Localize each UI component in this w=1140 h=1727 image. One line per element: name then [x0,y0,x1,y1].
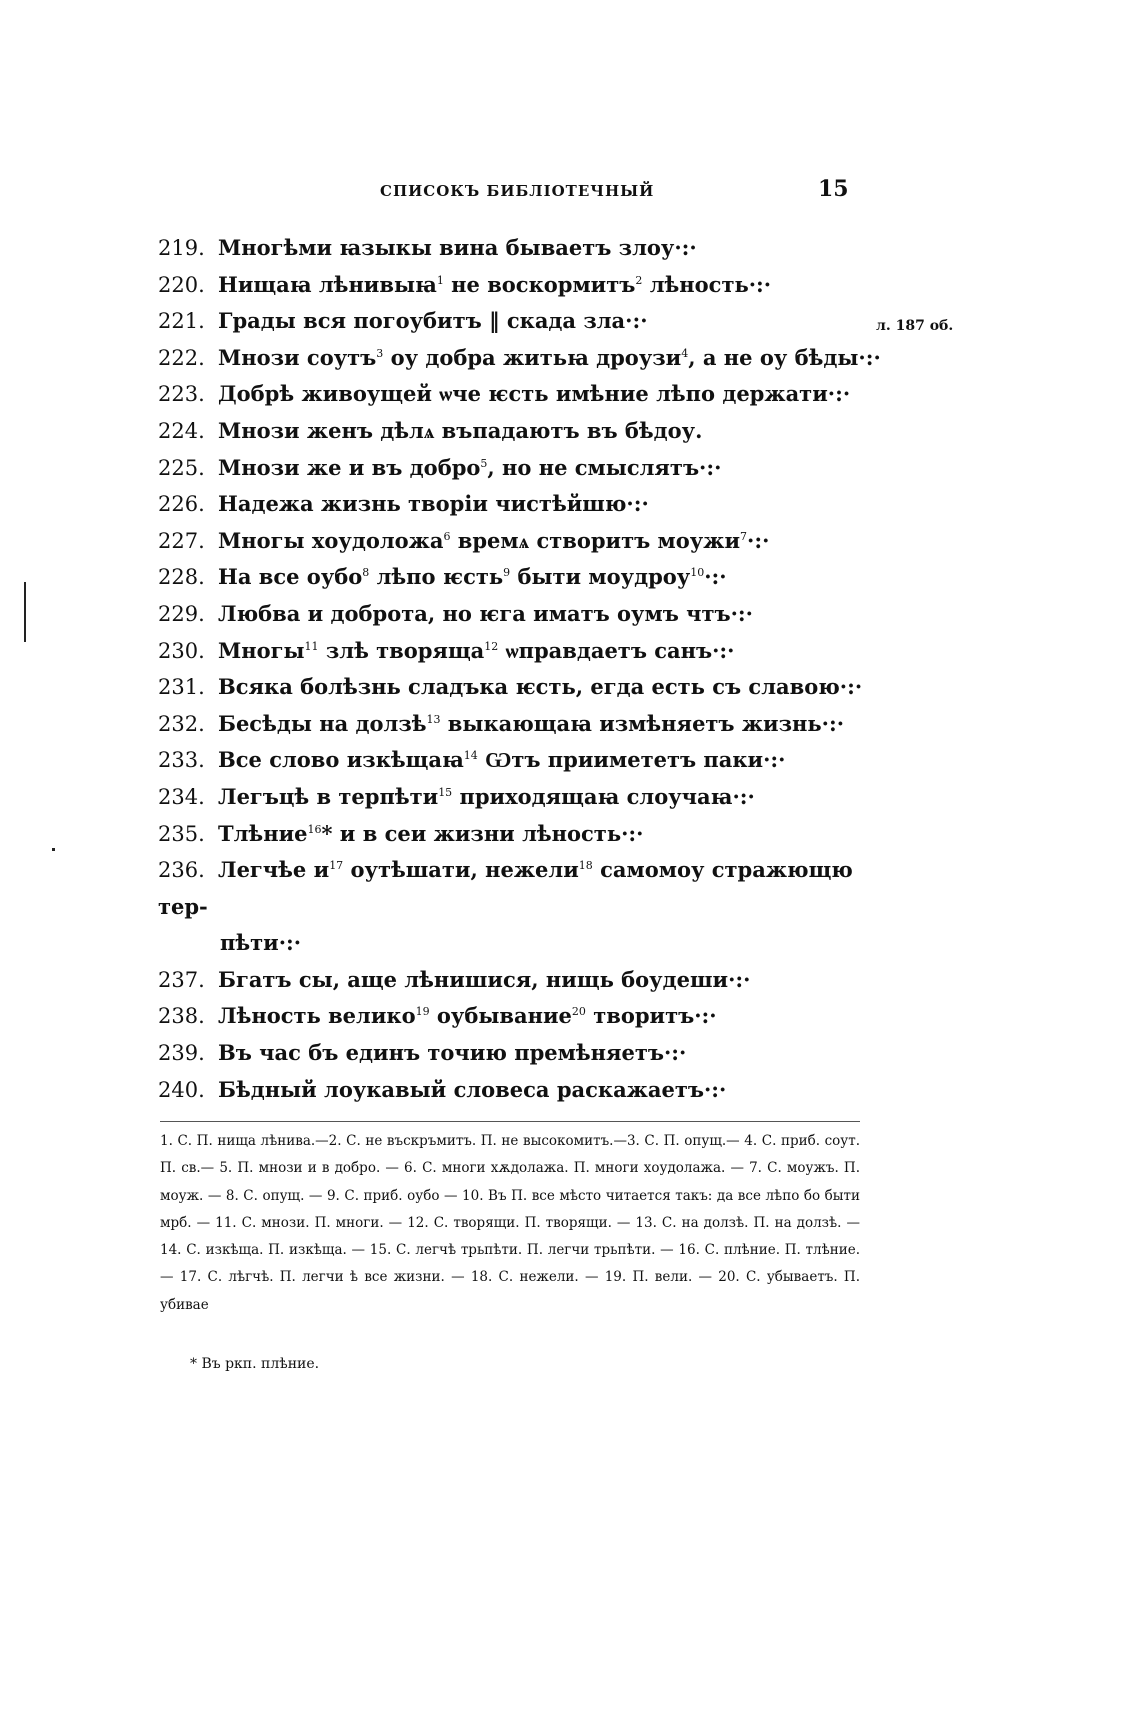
verse-fragment: оу добра житьꙗ дроузи [383,344,682,370]
verse-fragment: злѣ творяща [318,637,485,663]
footnote-marker: 20 [571,1005,586,1019]
verse-fragment: Въ час бъ единъ точию премѣняетъ·:· [218,1040,687,1066]
verse-number: 233. [158,748,205,773]
verse-line [158,962,878,999]
verse-number: 227. [158,528,205,553]
verse-fragment: не воскормитъ [443,271,636,297]
verse-number: 221. [158,309,205,334]
verse-number: 223. [158,382,205,407]
verse-line [158,413,878,450]
verse-number: 222. [158,345,205,370]
verse-text [218,1077,726,1102]
verse-fragment: Мнози соутъ [218,344,377,370]
verse-fragment: Тлѣние [218,820,308,846]
page-header [160,176,860,206]
verse-fragment: оутѣшати, нежели [343,857,579,883]
footnote-marker: 16 [307,822,322,836]
footnote-marker: 1 [436,273,444,287]
footnote-marker: 19 [415,1005,430,1019]
verse-text [218,272,771,297]
footnote-marker: 13 [426,712,441,726]
footnote-marker: 6 [443,529,451,543]
verse-number: 224. [158,418,205,443]
verse-number: 236. [158,858,205,883]
verse-line [158,816,878,853]
verse-number: 229. [158,601,205,626]
footnote-marker: 15 [438,785,453,799]
verse-number: 234. [158,784,205,809]
verse-number: 235. [158,821,205,846]
verse-fragment: На все оубо [218,564,363,590]
verse-fragment: Надежа жизнь творiи чистѣйшю·:· [218,491,649,517]
verse-line [158,779,878,816]
verse-fragment: Нищаꙗ лѣнивыꙗ [218,271,437,297]
verse-fragment: Мнози женъ дѣлѧ въпадаютъ въ бѣдоу. [218,417,703,443]
verse-fragment: Ѡтъ приимететъ паки·:· [477,747,786,773]
verse-line [158,303,878,340]
verse-fragment: Бѣдный лоукавый словеса раскажаетъ·:· [218,1076,727,1102]
verse-text [218,491,649,516]
footnote-rule [160,1121,860,1122]
verse-fragment: ·:· [747,527,770,553]
verse-line [158,596,878,633]
verse-line [158,267,878,304]
verse-number: 240. [158,1077,205,1102]
verse-text [218,711,844,736]
verse-fragment: Всяка болѣзнь сладъка ѥсть, егда есть съ славою·:· [218,674,863,700]
verse-fragment: Легчѣе и [218,857,330,883]
verse-fragment: Легъцѣ в терпѣти [218,783,439,809]
verse-number: 219. [158,236,205,260]
verse-fragment: ·:· [704,564,727,590]
verse-text [218,455,721,480]
verse-text [218,235,697,260]
footnote-marker: 2 [635,273,643,287]
margin-note: л. 187 об. [876,318,954,334]
scan-mark [24,582,26,642]
verse-text [218,418,702,443]
footnote-marker: 10 [690,566,705,580]
verse-fragment: Грады вся погоубитъ ‖ скада зла·:· [218,308,648,334]
verse-fragment: Многы [218,637,305,663]
verse-list [158,230,881,1108]
running-title: СПИСОКЪ БИБЛІОТЕЧНЫЙ [380,182,655,200]
verse-text [218,1040,686,1065]
verse-number: 220. [158,272,205,297]
verse-line [158,633,878,670]
verse-number: 231. [158,675,205,700]
verse-fragment: Многѣми ꙗзыкы вина бываетъ злоу·:· [218,235,697,260]
verse-text [158,857,853,919]
verse-fragment: Добрѣ живоущей ѡче ѥсть имѣние лѣпо держати·:· [218,381,851,407]
verse-fragment: лѣпо ѥсть [369,564,504,590]
verse-text [218,821,643,846]
verse-number: 230. [158,638,205,663]
verse-fragment: самомоу стражющю тер- [158,857,853,919]
footnote-marker: 11 [304,639,319,653]
verse-fragment: приходящаꙗ слоучаꙗ·:· [452,783,755,809]
verse-text [218,601,753,626]
verse-number: 239. [158,1041,205,1066]
footnote-marker: 17 [329,859,344,873]
verse-text [218,308,648,333]
verse-number: 238. [158,1004,205,1029]
verse-text [218,784,755,809]
footnote-marker: 8 [362,566,370,580]
verse-line [158,669,878,706]
verse-fragment: * и в сеи жизни лѣность·:· [321,820,644,846]
verse-line [158,998,878,1035]
verse-text [218,564,727,589]
page-number: 15 [818,176,849,202]
footnote-marker: 5 [480,456,488,470]
verse-fragment: выкающаꙗ измѣняетъ жизнь·:· [440,710,845,736]
verse-text [218,747,785,772]
verse-fragment: Лѣность велико [218,1003,416,1029]
verse-line [158,706,878,743]
verse-fragment: времѧ створитъ моужи [450,527,741,553]
verse-text [218,381,850,406]
verse-line [158,523,878,560]
verse-text [218,1003,717,1028]
verse-line [158,852,878,962]
verse-continuation: пѣти·:· [220,930,302,956]
footnote-marker: 4 [681,346,689,360]
verse-line [158,376,878,413]
footnote-marker: 9 [503,566,511,580]
verse-line [158,340,881,377]
footnote-marker: 12 [484,639,499,653]
verse-fragment: Любва и доброта, но ѥга иматъ оумъ чтъ·:· [218,600,753,626]
verse-fragment: Все слово изкѣщаꙗ [218,747,464,773]
verse-text [218,967,750,992]
verse-line [158,559,878,596]
verse-line [158,450,878,487]
verse-number: 237. [158,967,205,992]
verse-fragment: быти моудроу [510,564,691,590]
verse-fragment: Бесѣды на долзѣ [218,710,427,736]
verse-fragment: Бгатъ сы, аще лѣнишися, нищь боудеши·:· [218,966,751,992]
verse-text [218,345,881,370]
verse-number: 232. [158,711,205,736]
footnote-marker: 3 [376,346,384,360]
verse-fragment: , но не смыслятъ·:· [487,454,722,480]
footnotes: 1. С. П. нища лѣнива.—2. С. не въскръмитъ. П. не высокомитъ.—3. С. П. опущ.— 4. С. приб. соут. П. св.— 5. П. мнози и в добро. — 6. С. многи хѫдолажа. П. многи хоудолажа. — 7. С. моужъ. П. моуж. — 8. С. опущ. — 9. С. приб. оубо — 10. Въ П. все мѣсто читается такъ: да все лѣпо бо быти мрб. — 11. С. мнози. П. многи. — 12. С. творящи. П. творящи. — 13. С. на долзѣ. П. на долзѣ. — 14. С. изкѣща. П. изкѣща. — 15. С. легчѣ трьпѣти. П. легчи трьпѣти. — 16. С. плѣние. П. тлѣние. — 17. С. лѣгчѣ. П. легчи ѣ все жизни. — 18. С. нежели. — 19. П. вели. — 20. С. убываетъ. П. убивае [160,1133,860,1313]
footnote-marker: 18 [578,859,593,873]
verse-fragment: творитъ·:· [585,1003,717,1029]
verse-fragment: Мнози же и въ добро [218,454,481,480]
scan-mark [52,848,55,851]
verse-number: 226. [158,492,205,517]
footnote-note: * Въ ркп. плѣние. [190,1356,320,1372]
verse-line [158,230,878,267]
verse-text [218,638,734,663]
verse-fragment: оубывание [429,1003,572,1029]
verse-line [158,742,878,779]
footnote-marker: 14 [463,749,478,763]
verse-number: 225. [158,455,205,480]
verse-fragment: ѡправдаетъ санъ·:· [498,637,735,663]
verse-line [158,486,878,523]
verse-line [158,1072,878,1109]
verse-fragment: , а не оу бѣды·:· [688,344,881,370]
footnote-marker: 7 [740,529,748,543]
verse-line [158,1035,878,1072]
verse-fragment: лѣность·:· [642,271,772,297]
verse-fragment: Многы хоудоложа [218,527,444,553]
verse-text [218,528,769,553]
verse-text [218,674,862,699]
verse-number: 228. [158,565,205,590]
